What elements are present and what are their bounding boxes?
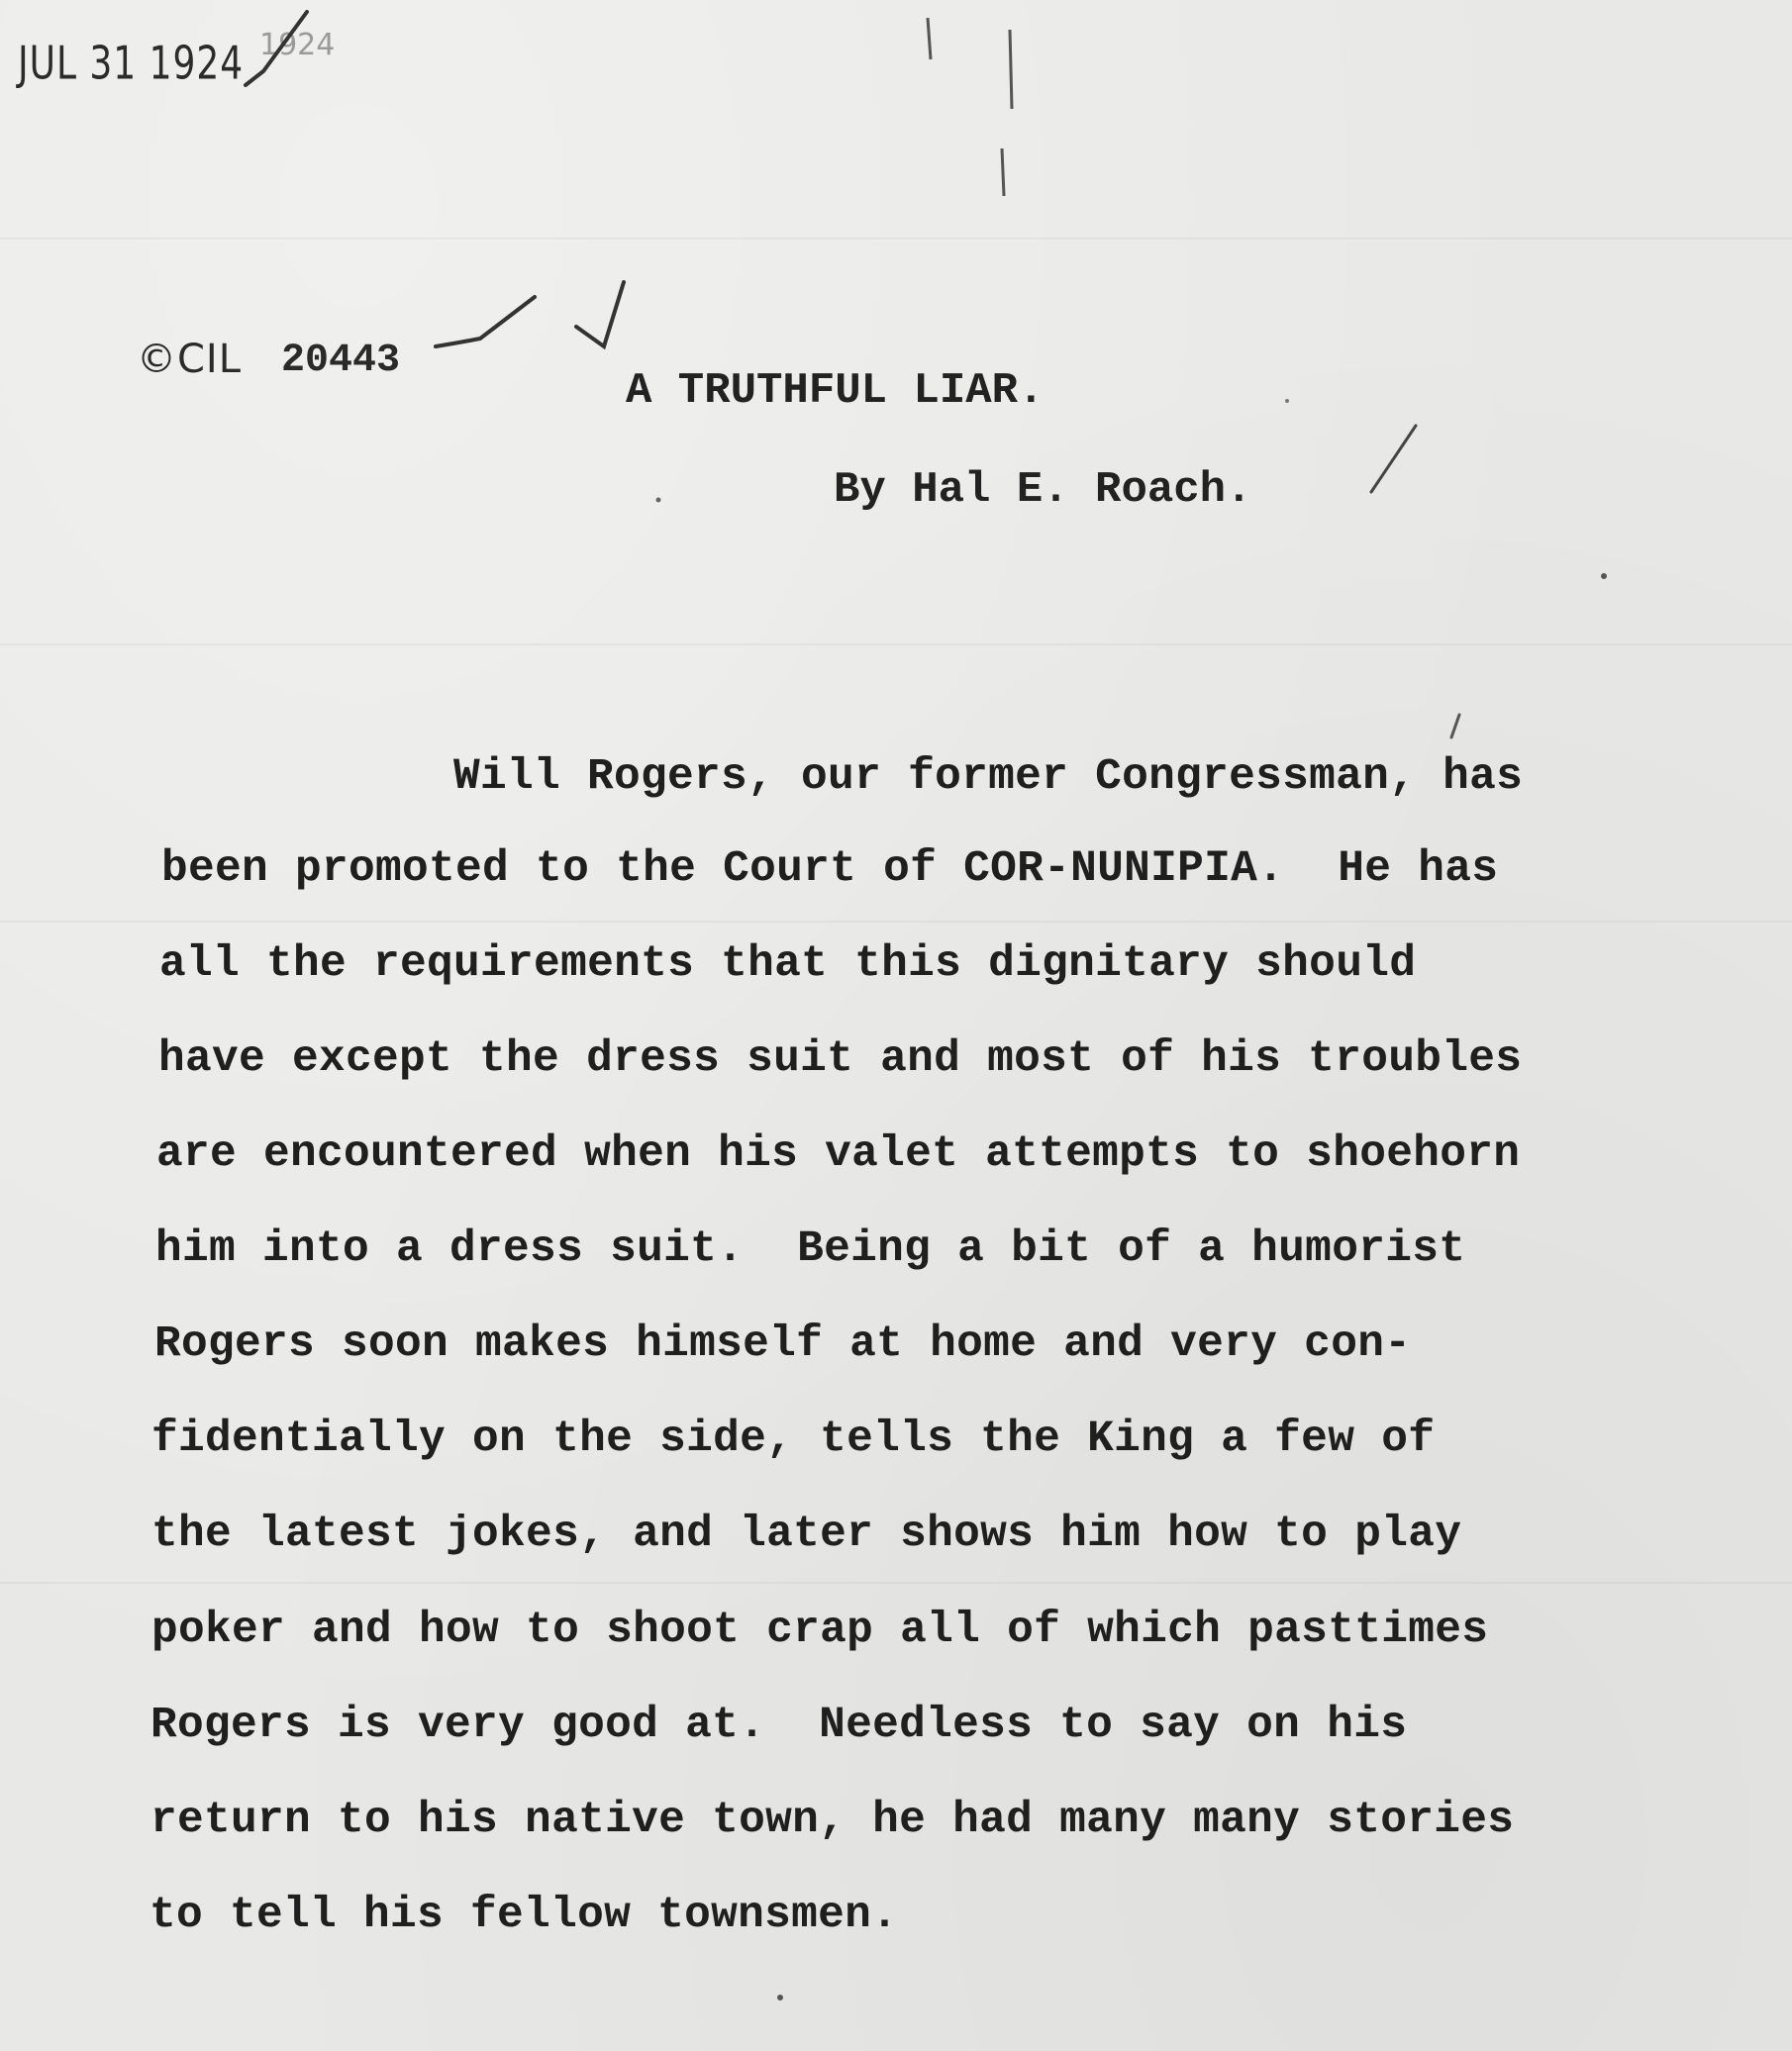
body-line: all the requirements that this dignitary should: [159, 939, 1417, 989]
date-stamp: JUL 31 1924: [18, 38, 245, 90]
body-line: are encountered when his valet attempts to shoehorn: [156, 1129, 1521, 1179]
body-line: to tell his fellow townsmen.: [149, 1891, 899, 1940]
body-line: Will Rogers, our former Congressman, has: [453, 752, 1524, 802]
date-stamp-faint: 1924: [259, 28, 336, 62]
paper-texture-line: [0, 1582, 1792, 1584]
paper-texture-line: [0, 921, 1792, 923]
check-mark-registration-2: [576, 282, 624, 346]
margin-dash: [1010, 30, 1012, 109]
body-line: fidentially on the side, tells the King a few of: [151, 1415, 1436, 1464]
body-line: Rogers soon makes himself at home and very con-: [154, 1319, 1412, 1369]
speck: [1601, 573, 1607, 579]
body-line: him into a dress suit. Being a bit of a humorist: [155, 1224, 1466, 1274]
registration-number: 20443: [281, 339, 401, 383]
copyright-mark: ©CIL: [137, 337, 243, 382]
speck: [1285, 399, 1289, 403]
margin-dash: [928, 18, 931, 59]
tick-mark-body: [1451, 715, 1459, 737]
body-line: poker and how to shoot crap all of which pasttimes: [151, 1606, 1489, 1655]
tick-mark-byline: [1371, 426, 1416, 492]
paper-texture-line: [0, 238, 1792, 240]
body-line: have except the dress suit and most of his troubles: [158, 1034, 1523, 1084]
body-line: been promoted to the Court of COR-NUNIPIA. He has: [161, 844, 1499, 894]
speck: [656, 498, 661, 503]
document-title: A TRUTHFUL LIAR.: [626, 366, 1045, 416]
document-byline: By Hal E. Roach.: [834, 465, 1252, 515]
body-line: Rogers is very good at. Needless to say on his: [150, 1701, 1408, 1750]
body-line: the latest jokes, and later shows him how to play: [151, 1510, 1462, 1559]
paper-texture-line: [0, 643, 1792, 645]
body-line: return to his native town, he had many many stories: [150, 1796, 1515, 1845]
margin-dash: [1002, 148, 1004, 196]
check-mark-registration-1: [436, 297, 535, 346]
speck: [777, 1995, 783, 2001]
